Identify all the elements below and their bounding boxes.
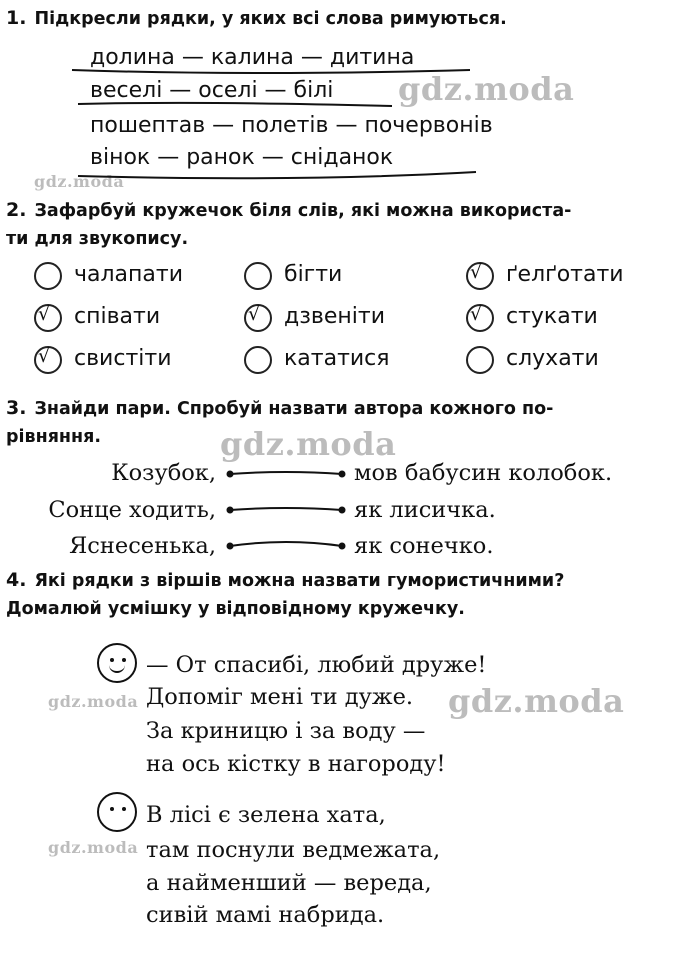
smiley-circle-2[interactable] [97,792,137,832]
watermark: gdz.moda [220,425,397,463]
task3-number: 3. [6,397,27,419]
pair-right-3: як сонечко. [354,533,494,559]
task2-instruction-2: ти для звукопису. [6,229,189,249]
poem2-line-4: сивій мамі набрида. [146,902,385,928]
pair-left-1: Козубок, [111,460,216,486]
word-checkbox[interactable] [466,346,494,374]
check-mark-icon: √ [470,261,483,283]
pair-connectors [0,440,674,580]
task1-line-4: вінок — ранок — сніданок [90,145,394,170]
task1-number: 1. [6,7,27,29]
task1-line-1: долина — калина — дитина [90,45,415,70]
check-mark-icon: √ [248,303,261,325]
watermark: gdz.moda [48,838,139,857]
task1-underlines [0,0,674,200]
task3-instruction-2: рівняння. [6,427,101,447]
watermark: gdz.moda [48,692,139,711]
word-checkbox[interactable] [34,262,62,290]
watermark: gdz.moda [34,172,125,191]
task4-instruction-1: Які рядки з віршів можна назвати гумористичними? [34,571,565,591]
word-checkbox[interactable] [244,262,272,290]
word-label: співати [74,304,161,329]
eye-right [122,807,126,811]
watermark: gdz.moda [398,70,575,108]
task4-instruction-2: Домалюй усмішку у відповідному кружечку. [6,599,465,619]
poem1-line-4: на ось кістку в нагороду! [146,751,446,777]
task2-heading [6,196,670,253]
pair-right-1: мов бабусин колобок. [354,460,613,486]
watermark: gdz.moda [448,682,625,720]
word-checkbox[interactable] [34,304,62,332]
pair-left-2: Сонце ходить, [48,497,216,523]
underline-1 [72,70,470,73]
word-checkbox[interactable] [34,346,62,374]
task4-number: 4. [6,569,27,591]
connector-3 [227,542,346,550]
check-mark-icon: √ [38,303,51,325]
eye-left [110,807,114,811]
word-label: свистіти [74,346,172,371]
word-label: кататися [284,346,390,371]
connector-2 [227,507,346,514]
smiley-circle-1[interactable] [97,643,137,683]
task3-instruction-1: Знайди пари. Спробуй назвати автора кожного по- [34,399,554,419]
word-label: чалапати [74,262,184,287]
word-label: дзвеніти [284,304,386,329]
word-label: бігти [284,262,343,287]
task1-instruction: Підкресли рядки, у яких всі слова римуються. [34,9,507,29]
poem1-line-1: — От спасибі, любий друже! [146,652,487,678]
task2-instruction-1: Зафарбуй кружечок біля слів, які можна використа- [34,201,572,221]
word-label: ґелґотати [506,262,624,287]
word-checkbox[interactable] [244,304,272,332]
poem2-line-2: там поснули ведмежата, [146,837,441,863]
task1-line-2: веселі — оселі — білі [90,78,334,103]
underline-4 [78,172,476,178]
task2-number: 2. [6,199,27,221]
poem2-line-3: а найменший — вереда, [146,870,432,896]
word-label: слухати [506,346,599,371]
poem1-line-2: Допоміг мені ти дуже. [146,684,414,710]
check-mark-icon: √ [38,345,51,367]
word-label: стукати [506,304,598,329]
pair-left-3: Яснесенька, [69,533,216,559]
poem2-line-1: В лісі є зелена хата, [146,802,386,828]
word-checkbox[interactable] [466,262,494,290]
word-checkbox[interactable] [466,304,494,332]
underline-2 [78,103,392,106]
task4-heading [6,566,670,623]
check-mark-icon: √ [470,303,483,325]
word-checkbox[interactable] [244,346,272,374]
task1-line-3: пошептав — полетів — почервонів [90,113,493,138]
smile-mouth [109,659,125,673]
poem1-line-3: За криницю і за воду — [146,718,426,744]
connector-1 [227,471,346,478]
pair-right-2: як лисичка. [354,497,496,523]
